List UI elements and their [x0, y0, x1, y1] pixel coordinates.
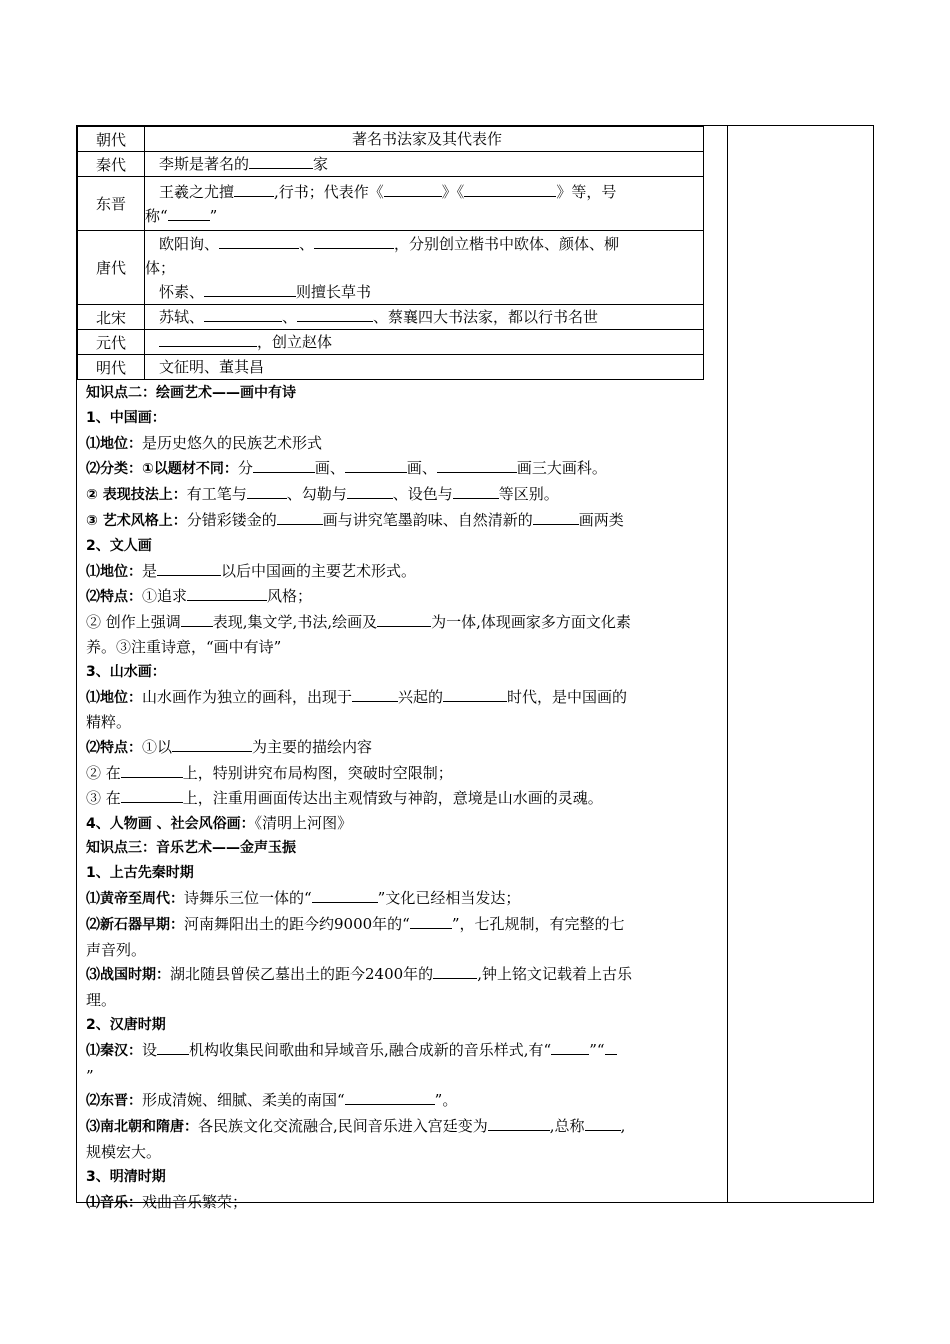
text: 有工笔与 — [186, 485, 247, 504]
subsection-heading: 2、汉唐时期 — [86, 1016, 166, 1033]
text: ①以 — [142, 738, 173, 757]
text-line: 声音列。 — [86, 940, 147, 959]
table-row — [78, 305, 704, 330]
text: 设 — [142, 1040, 158, 1059]
blank — [433, 964, 477, 979]
table-row — [78, 330, 704, 355]
blank — [297, 307, 373, 322]
calligraphy-table — [77, 126, 704, 380]
header-dynasty: 朝代 — [78, 127, 145, 152]
text: 兴起的 — [398, 687, 444, 706]
blank — [234, 182, 274, 197]
text: 则擅长草书 — [296, 282, 372, 301]
text: 苏轼、 — [159, 308, 205, 326]
dynasty-cell: 唐代 — [78, 231, 145, 305]
text: 机构收集民间歌曲和异域音乐,融合成新的音乐样式,有“ — [189, 1040, 552, 1059]
text: ”。 — [434, 1091, 458, 1110]
blank — [157, 561, 221, 576]
text: 各民族文化交流融合,民间音乐进入宫廷变为 — [198, 1117, 488, 1136]
header-works: 著名书法家及其代表作 — [145, 127, 704, 152]
label: ⑵新石器早期： — [86, 916, 184, 933]
blank — [181, 612, 213, 627]
text: 画三大画科。 — [516, 459, 607, 478]
blank — [352, 687, 398, 702]
blank — [247, 484, 287, 499]
table-row — [78, 152, 704, 177]
table-row — [78, 231, 704, 305]
label: ② 表现技法上： — [86, 487, 187, 504]
text: 怀素、 — [159, 282, 205, 301]
label: ⑶南北朝和隋唐： — [86, 1119, 198, 1136]
blank — [312, 888, 378, 903]
text: ② 在 — [86, 763, 121, 782]
blank — [533, 510, 579, 525]
text-line: 理。 — [86, 991, 117, 1010]
blank — [121, 763, 183, 778]
text: 诗舞乐三位一体的“ — [184, 888, 312, 907]
subsection-heading: 3、明清时期 — [86, 1168, 166, 1185]
blank — [347, 484, 393, 499]
text: ② 创作上强调 — [86, 613, 181, 632]
blank — [168, 206, 210, 221]
text-line: 养。③注重诗意，“画中有诗” — [86, 637, 282, 656]
text: ”“ — [589, 1040, 605, 1059]
text: 上，注重用画面传达出主观情致与神韵，意境是山水画的灵魂。 — [182, 788, 603, 807]
text: 、蔡襄四大书法家，都以行书名世 — [373, 308, 599, 326]
text: 画、 — [314, 459, 345, 478]
text: ,总称 — [549, 1117, 585, 1136]
text: 画两类 — [578, 510, 624, 529]
notes-column-divider — [727, 125, 728, 1203]
text: 湖北随县曾侯乙墓出土的距今2400年的 — [170, 965, 434, 984]
subsection-heading: 3、山水画： — [86, 663, 166, 680]
text: 称“ — [145, 206, 168, 225]
blank — [437, 458, 517, 473]
label: ⑵特点： — [86, 589, 142, 606]
dynasty-cell: 东晋 — [78, 177, 145, 231]
text-line — [86, 786, 720, 811]
text: 、勾勒与 — [286, 485, 347, 504]
text: 等区别。 — [498, 485, 559, 504]
text: ” — [209, 206, 218, 225]
table-row — [78, 177, 704, 231]
label: ⑵分类：①以题材不同： — [86, 461, 238, 478]
table-header-row — [78, 127, 704, 152]
text: ，创立赵体 — [257, 333, 333, 351]
label: ③ 艺术风格上： — [86, 512, 187, 529]
blank — [121, 788, 183, 803]
text: 山水画作为独立的画科，出现于 — [142, 687, 353, 706]
content-cell — [145, 177, 704, 231]
blank — [277, 510, 323, 525]
text: , — [620, 1117, 626, 1136]
text: ,行书；代表作《 — [274, 182, 384, 201]
text: 时代，是中国画的 — [507, 687, 628, 706]
label: ⑵特点： — [86, 740, 142, 757]
text: 李斯是著名的 — [159, 155, 250, 173]
table-row — [78, 355, 704, 380]
text: 河南舞阳出土的距今约9000年的“ — [184, 914, 410, 933]
content-cell: 文征明、董其昌 — [145, 355, 704, 380]
label: ⑴地位： — [86, 435, 142, 452]
blank — [488, 1116, 550, 1131]
text-line — [86, 508, 720, 534]
text-line — [86, 886, 720, 912]
blank — [345, 1090, 435, 1105]
text-line — [86, 559, 720, 585]
label: ⑴黄帝至周代： — [86, 890, 184, 907]
text: ①追求 — [142, 587, 188, 606]
blank — [219, 234, 299, 249]
text: 为一体,体现画家多方面文化素 — [431, 613, 631, 632]
subsection-heading: 4、人物画 、社会风俗画： — [86, 815, 255, 832]
label: ⑴地位： — [86, 563, 142, 580]
dynasty-cell: 秦代 — [78, 152, 145, 177]
blank — [157, 1040, 189, 1055]
dynasty-cell: 北宋 — [78, 305, 145, 330]
label: ⑵东晋： — [86, 1093, 142, 1110]
text: 以后中国画的主要艺术形式。 — [221, 561, 417, 580]
text: 表现,集文学,书法,绘画及 — [212, 613, 378, 632]
text: 家 — [313, 155, 329, 173]
text-line — [86, 1038, 720, 1064]
text: 、设色与 — [392, 485, 453, 504]
section-title: 知识点三：音乐艺术——金声玉振 — [86, 840, 296, 857]
blank — [187, 586, 267, 601]
text-line — [86, 1088, 720, 1114]
text: 是 — [142, 561, 158, 580]
label: ⑶战国时期： — [86, 967, 170, 984]
dynasty-cell: 元代 — [78, 330, 145, 355]
text: ”文化已经相当发达； — [377, 888, 521, 907]
text: 《清明上河图》 — [254, 813, 353, 832]
text-line — [86, 912, 720, 938]
blank — [159, 332, 257, 347]
blank — [204, 282, 296, 297]
text: 上，特别讲究布局构图，突破时空限制； — [182, 763, 453, 782]
text-line — [86, 610, 720, 635]
text-line: 规模宏大。 — [86, 1142, 162, 1161]
blank — [464, 182, 556, 197]
label: ⑴地位： — [86, 689, 142, 706]
blank — [551, 1040, 589, 1055]
blank — [377, 612, 431, 627]
subsection-heading: 2、文人画 — [86, 537, 152, 554]
text-line — [86, 482, 720, 508]
text: 分 — [237, 459, 253, 478]
text-line — [86, 1114, 720, 1140]
blank — [345, 458, 407, 473]
blank — [314, 234, 394, 249]
text-line: 精粹。 — [86, 713, 132, 732]
text: 是历史悠久的民族艺术形式 — [142, 433, 323, 452]
text: ,钟上铭文记载着上古乐 — [477, 965, 632, 984]
content-cell — [145, 305, 704, 330]
blank — [585, 1116, 621, 1131]
text: 为主要的描绘内容 — [252, 738, 373, 757]
text-line: ” — [86, 1066, 94, 1085]
text: 王羲之尤擅 — [159, 182, 235, 201]
blank — [605, 1040, 617, 1055]
text-line — [86, 811, 720, 837]
blank — [249, 154, 313, 169]
text: 》等，号 — [556, 182, 617, 201]
label: ⑴秦汉： — [86, 1042, 142, 1059]
text-line — [86, 735, 720, 761]
content-cell — [145, 231, 704, 305]
blank — [453, 484, 499, 499]
text: ，分别创立楷书中欧体、颜体、柳 — [394, 234, 620, 253]
subsection-heading: 1、中国画： — [86, 409, 166, 426]
text: 分错彩镂金的 — [186, 510, 277, 529]
text: ”，七孔规制，有完整的七 — [451, 914, 625, 933]
text: 画与讲究笔墨韵味、自然清新的 — [322, 510, 533, 529]
text: 戏曲音乐繁荣； — [142, 1192, 248, 1211]
text: 体； — [145, 258, 176, 277]
text: 形成清婉、细腻、柔美的南国“ — [142, 1091, 345, 1110]
blank — [384, 182, 442, 197]
section-title: 知识点二：绘画艺术——画中有诗 — [86, 385, 296, 401]
text-line — [86, 962, 720, 988]
text: 风格； — [267, 587, 313, 606]
text: 、 — [299, 234, 315, 253]
content-cell — [145, 330, 704, 355]
text-line — [86, 761, 720, 786]
text-line — [86, 685, 720, 711]
text: 、 — [282, 308, 298, 326]
content-cell — [145, 152, 704, 177]
notes-body — [86, 381, 720, 1215]
subsection-heading: 1、上古先秦时期 — [86, 865, 194, 882]
text-line — [86, 1190, 720, 1216]
blank — [410, 914, 452, 929]
text-line — [86, 456, 720, 482]
text: 画、 — [406, 459, 437, 478]
blank — [253, 458, 315, 473]
text: 》《 — [441, 182, 465, 201]
text: 欧阳询、 — [159, 234, 220, 253]
label: ⑴音乐： — [86, 1194, 142, 1211]
blank — [204, 307, 282, 322]
dynasty-cell: 明代 — [78, 355, 145, 380]
blank — [443, 687, 507, 702]
text-line — [86, 584, 720, 610]
text: ③ 在 — [86, 788, 121, 807]
text-line — [86, 431, 720, 457]
blank — [172, 737, 252, 752]
